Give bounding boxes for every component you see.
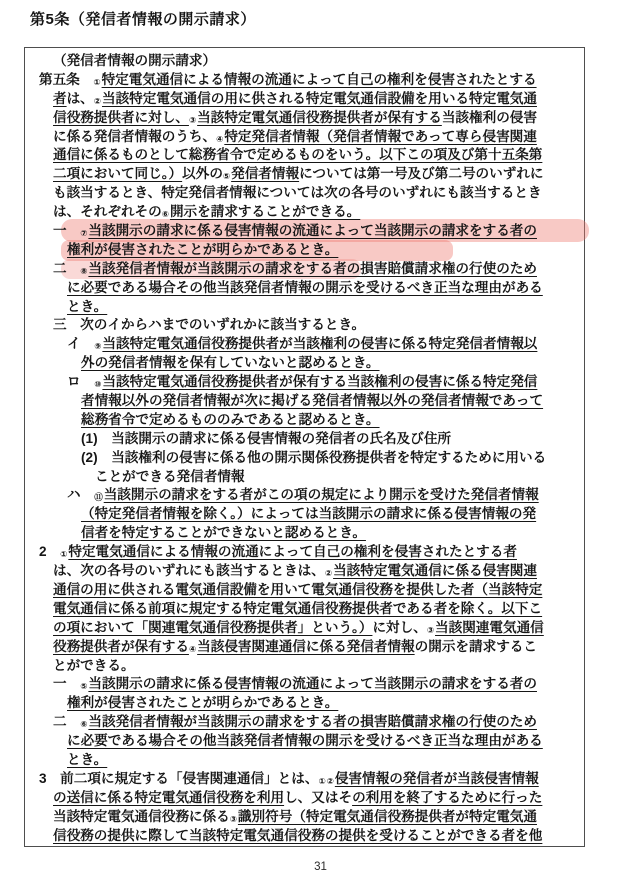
text-segment: イ (67, 336, 95, 352)
text-segment: 当該特定電気通信役務に係る (53, 808, 230, 824)
law-text-line (39, 827, 582, 846)
law-text-line (39, 279, 582, 298)
underlined-text-segment: 当該侵害関連通信に係る発信者情報 (197, 638, 415, 654)
law-text-line (39, 486, 582, 505)
circled-number-marker: ⑦ (80, 228, 88, 239)
circled-number-marker: ② (324, 568, 333, 579)
circled-number-marker: ⑤ (80, 681, 88, 692)
underlined-text-segment: に必要である場合その他当該発信者情報の開示を受けるべき正当な理由がある (67, 279, 543, 295)
underlined-text-segment: 当該関連電気通信 (435, 619, 544, 635)
law-text-line (39, 808, 582, 827)
text-segment: 二 (53, 260, 81, 276)
law-text-line (39, 373, 582, 392)
underlined-text-segment: 信者を特定することができないと認めるとき。 (81, 525, 366, 541)
law-text-line (39, 751, 582, 770)
underlined-text-segment: 権利が侵害されたことが明らかであるとき。 (67, 695, 339, 711)
underlined-text-segment: 当該特定電気通信役務提供者が当該権利の侵害に係る特定発信者情報以 (102, 336, 538, 352)
underlined-text-segment: （特定発信者情報を除く。）によっては当該開示の請求に係る侵害情報の発 (81, 506, 537, 522)
circled-number-marker: ① (318, 775, 326, 786)
text-segment: ロ (67, 374, 95, 390)
law-text-line (39, 430, 582, 449)
underlined-text-segment: 役務提供者が保有する (53, 638, 189, 654)
page-title: 第5条（発信者情報の開示請求） (30, 11, 256, 28)
underlined-text-segment: の項において「関連電気通信役務提供者」という。） (53, 619, 373, 635)
law-text-line (39, 411, 582, 430)
underlined-text-segment: 当該開示の請求をする者がこの項の規定により開示を受けた発信者情報 (103, 487, 539, 503)
circled-number-marker: ③ (188, 114, 197, 125)
underlined-text-segment: 当該発信者情報が当該開示の請求をする者の損害賠償請求権の行使のため (88, 714, 537, 730)
underlined-text-segment: の利用を終了するために行った (352, 789, 543, 805)
underlined-text-segment: 当該発信者情報が当該開示の請求をする者の損害賠償請求権の行使のため (88, 260, 537, 276)
law-text-line (39, 71, 582, 90)
text-segment: ことができる発信者情報 (95, 468, 245, 484)
text-segment: 三 次のイからハまでのいずれかに該当するとき。 (53, 317, 366, 333)
law-text-line (39, 354, 582, 373)
circled-number-marker: ⑧ (80, 265, 88, 276)
law-text-line (39, 638, 582, 657)
underlined-text-segment: 者情報以外の発信者情報が次に掲げる発信者情報以外の発信者情報であって (81, 393, 544, 409)
text-segment: に対し、 (372, 619, 427, 635)
law-text-line (39, 316, 582, 335)
text-segment: （発信者情報の開示請求） (53, 53, 217, 68)
law-text-line (39, 241, 582, 260)
text-segment: 当該権利の侵害 (441, 109, 537, 125)
underlined-text-segment: 当該開示の請求に係る侵害情報の流通によって当該開示の請求をする者の (88, 676, 537, 692)
law-text-line (39, 203, 582, 222)
text-segment: 以外の (182, 166, 223, 182)
underlined-text-segment: 発信者情報 (231, 166, 300, 182)
law-text-line (39, 468, 582, 487)
text-segment: 2 (39, 544, 61, 560)
law-text-line (39, 260, 582, 279)
law-text-line (39, 222, 582, 241)
text-segment: 一 (53, 676, 81, 692)
underlined-text-segment: 外の発信者情報を保有していないと認めるとき。 (81, 355, 380, 371)
law-text-line (39, 109, 582, 128)
underlined-text-segment: 当該開示の請求に係る侵害情報の流通によって当該開示の請求をする者の (88, 223, 537, 239)
text-segment: も該当するとき、特定発信者情報については次の各号のいずれにも該当するとき (53, 185, 542, 201)
circled-number-marker: ② (326, 775, 334, 786)
law-text-line (39, 732, 582, 751)
text-segment: の開示を請求するこ (414, 638, 537, 654)
law-text-line (39, 449, 582, 468)
text-segment: (1) 当該開示の請求に係る侵害情報の発信者の氏名及び住所 (81, 430, 452, 446)
underlined-text-segment: 侵害情報の発信者が当該侵害情報 (334, 770, 539, 786)
law-text-line (39, 184, 582, 203)
law-text-line (39, 657, 582, 676)
law-text-line (39, 713, 582, 732)
circled-number-marker: ⑤ (222, 171, 231, 182)
underlined-text-segment: 特定電気通信による情報の流通によって自己の権利を侵害されたとする (101, 71, 537, 87)
circled-number-marker: ⑨ (94, 341, 102, 352)
underlined-text-segment: 電気通信に係る前項に規定する特定電気通信役務提供者である者を除く。以下こ (53, 600, 543, 616)
law-text-lines (39, 52, 582, 845)
underlined-text-segment: 総務省令で定めるもののみであると認めるとき。 (81, 411, 380, 427)
law-text-line (39, 392, 582, 411)
text-segment: (2) 当該権利の侵害に係る他の開示関係役務提供者を特定するために用いる (81, 449, 547, 465)
underlined-text-segment: 通信に係るものとして総務省令で定めるものをいう。以下この項及び第十五条第 (53, 147, 543, 163)
circled-number-marker: ① (60, 549, 68, 560)
law-text-line (39, 600, 582, 619)
law-text-line (39, 505, 582, 524)
underlined-text-segment: 識別符号（特定電気通信役務提供者が特定電気通 (237, 808, 537, 824)
underlined-text-segment: 当該特定電気通信に係る侵害関連 (333, 563, 537, 579)
underlined-text-segment: に必要である場合その他当該発信者情報の開示を受けるべき正当な理由がある (67, 733, 543, 749)
underlined-text-segment: 特定発信者情報（発信者情報であって専ら侵害関連 (224, 128, 537, 144)
underlined-text-segment: 信役務の提供に際して当該特定電気通信役務の提供を受けることができる者を他 (53, 827, 543, 843)
law-text-line (39, 581, 582, 600)
law-text-line (39, 146, 582, 165)
circled-number-marker: ⑩ (94, 379, 102, 390)
underlined-text-segment: 者 (53, 90, 67, 106)
law-text-line (39, 165, 582, 184)
underlined-text-segment: 二項において同じ。） (53, 166, 183, 182)
underlined-text-segment: の送信に係る特定電気通信役務を利用 (53, 789, 285, 805)
law-text-line (39, 694, 582, 713)
underlined-text-segment: 当該特定電気通信役務提供者が保有する (197, 109, 442, 125)
law-text-line (39, 335, 582, 354)
underlined-text-segment: とき。 (67, 751, 108, 767)
text-segment: ハ (67, 487, 95, 503)
law-text-box (24, 47, 585, 847)
text-segment: は、次の各号のいずれにも該当するときは、 (53, 563, 325, 579)
law-text-line (39, 789, 582, 808)
law-text-line (39, 675, 582, 694)
law-text-line (39, 562, 582, 581)
circled-number-marker: ④ (216, 133, 224, 144)
underlined-text-segment: 権利が侵害されたことが明らかであるとき。 (67, 241, 339, 257)
text-segment: 3 前二項に規定する「侵害関連通信」とは、 (39, 770, 319, 786)
text-segment: とができる。 (53, 657, 135, 673)
text-segment: 第五条 (39, 71, 94, 87)
law-text-line (39, 619, 582, 638)
circled-number-marker: ③ (229, 813, 237, 824)
circled-number-marker: ③ (426, 624, 435, 635)
law-text-line (39, 298, 582, 317)
page-number: 31 (314, 861, 327, 873)
law-text-line (39, 524, 582, 543)
underlined-text-segment: 開示を請求することができる。 (169, 204, 361, 220)
circled-number-marker: ⑥ (161, 209, 169, 220)
underlined-text-segment: とき。 (67, 298, 108, 314)
text-segment: 二 (53, 714, 81, 730)
text-segment: は、それぞれその (53, 204, 162, 220)
law-text-line (39, 543, 582, 562)
text-segment: については第一号及び第二号のいずれに (299, 166, 544, 182)
underlined-text-segment: 通信の用に供される電気通信設備を用いて電気通信役務を提供した者（当該特定 (53, 581, 543, 597)
circled-number-marker: ⑥ (80, 719, 88, 730)
underlined-text-segment: 当該特定電気通信の用に供される特定電気通信設備を用いる特定電気通 (101, 90, 537, 106)
text-segment: は、 (66, 90, 94, 106)
law-text-line (39, 128, 582, 147)
circled-number-marker: ④ (188, 643, 197, 654)
circled-number-marker: ② (93, 95, 101, 106)
text-segment: し、又はそ (284, 789, 353, 805)
law-text-line (39, 770, 582, 789)
circled-number-marker: ⑪ (94, 492, 103, 503)
underlined-text-segment: 信役務提供者に対し、 (53, 109, 189, 125)
circled-number-marker: ① (93, 76, 101, 87)
underlined-text-segment: 特定電気通信による情報の流通によって自己の権利を侵害されたとする者 (68, 544, 517, 560)
text-segment: 一 (53, 223, 81, 239)
law-text-line (39, 90, 582, 109)
law-text-line (39, 52, 582, 71)
underlined-text-segment: 当該特定電気通信役務提供者が保有する当該権利の侵害に係る特定発信 (102, 374, 538, 390)
text-segment: に係る発信者情報のうち、 (53, 128, 217, 144)
